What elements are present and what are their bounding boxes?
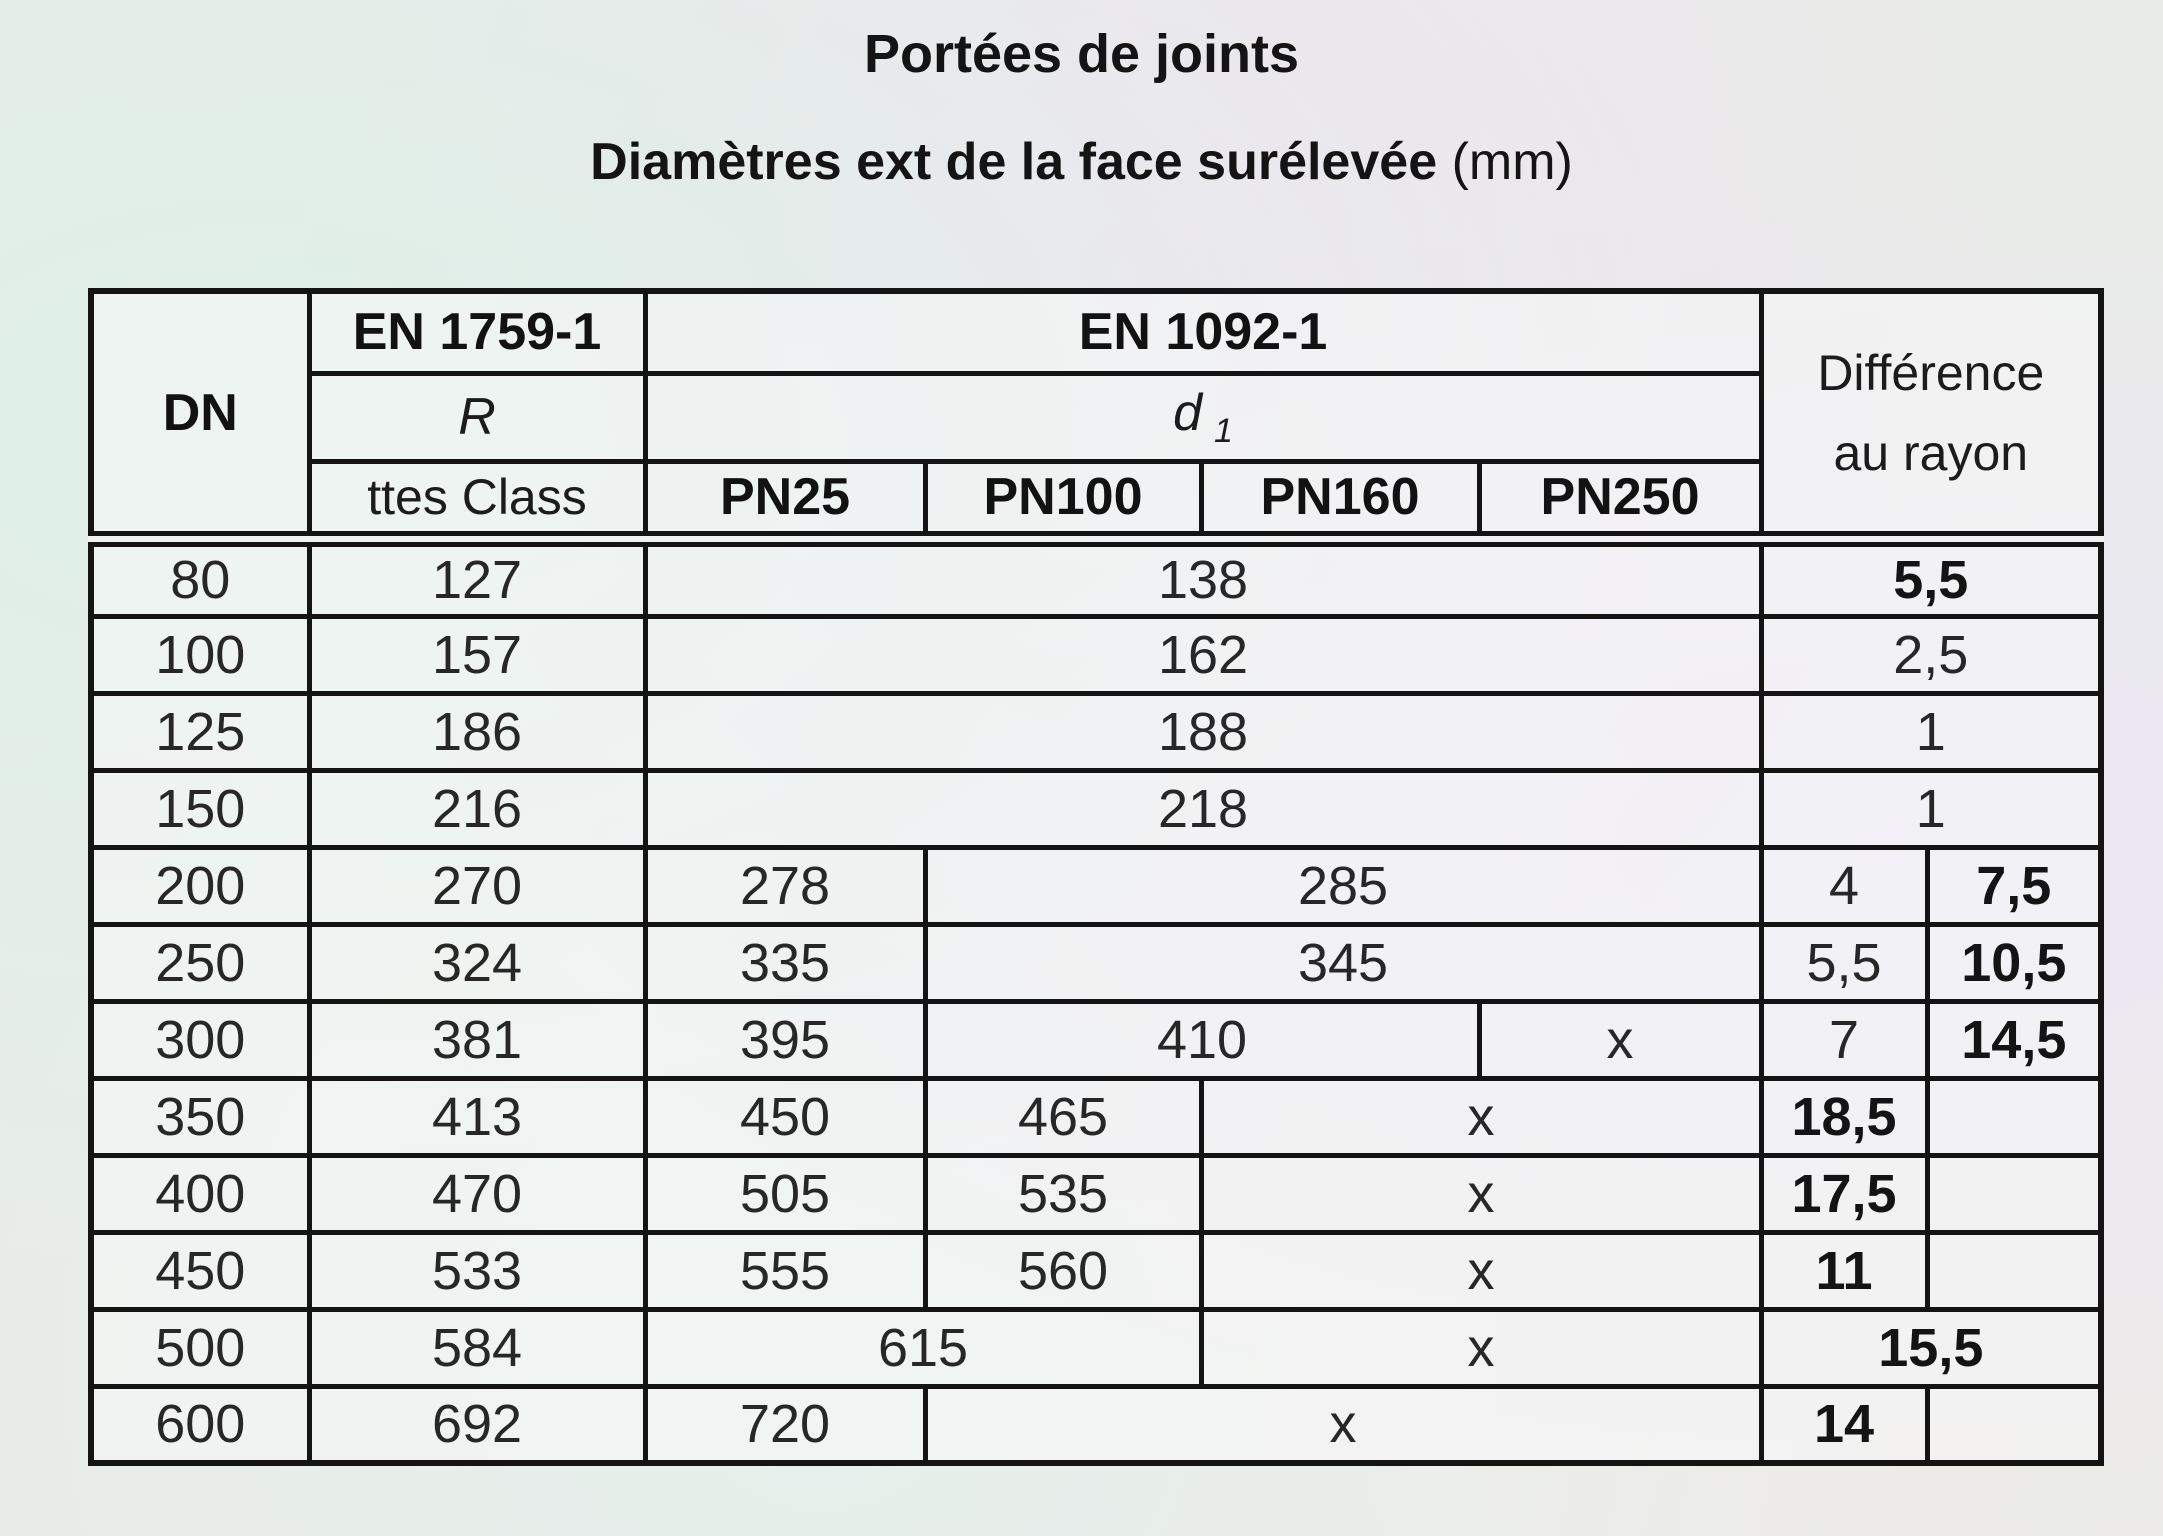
table-row bbox=[91, 924, 2101, 1001]
dn-cell: 600 bbox=[91, 1386, 309, 1463]
table-row bbox=[91, 693, 2101, 770]
d1-cell: x bbox=[1201, 1078, 1761, 1155]
table-row bbox=[91, 616, 2101, 693]
header-difference-line2: au rayon bbox=[1833, 424, 2029, 481]
diff-cell: 7,5 bbox=[1927, 847, 2101, 924]
d1-cell: x bbox=[1201, 1155, 1761, 1232]
diff-cell: 14 bbox=[1761, 1386, 1927, 1463]
r-cell: 127 bbox=[309, 539, 645, 616]
header-dn: DN bbox=[91, 291, 309, 539]
r-cell: 381 bbox=[309, 1001, 645, 1078]
diff-cell: 5,5 bbox=[1761, 924, 1927, 1001]
diff-cell: 11 bbox=[1761, 1232, 1927, 1309]
header-pn160: PN160 bbox=[1201, 461, 1479, 539]
table-row bbox=[91, 1232, 2101, 1309]
d1-cell: x bbox=[1201, 1232, 1761, 1309]
diff-cell: 4 bbox=[1761, 847, 1927, 924]
dn-cell: 100 bbox=[91, 616, 309, 693]
table-row bbox=[91, 1386, 2101, 1463]
empty-diff-cell bbox=[1927, 1386, 2101, 1463]
r-cell: 470 bbox=[309, 1155, 645, 1232]
d1-cell: 138 bbox=[645, 539, 1761, 616]
subtitle-unit: (mm) bbox=[1451, 133, 1573, 191]
diff-cell: 1 bbox=[1761, 770, 2101, 847]
empty-diff-cell bbox=[1927, 1232, 2101, 1309]
r-cell: 186 bbox=[309, 693, 645, 770]
d1-cell: 720 bbox=[645, 1386, 925, 1463]
gasket-dimensions-table bbox=[88, 288, 2104, 1466]
page-title: Portées de joints bbox=[863, 24, 1300, 84]
dn-cell: 400 bbox=[91, 1155, 309, 1232]
diff-cell: 15,5 bbox=[1761, 1309, 2101, 1386]
d1-cell: x bbox=[1201, 1309, 1761, 1386]
d1-cell: 465 bbox=[925, 1078, 1201, 1155]
header-en1759: EN 1759-1 bbox=[309, 291, 645, 373]
header-difference-line1: Différence bbox=[1817, 344, 2045, 401]
diff-cell: 2,5 bbox=[1761, 616, 2101, 693]
diff-cell: 17,5 bbox=[1761, 1155, 1927, 1232]
dn-cell: 80 bbox=[91, 539, 309, 616]
diff-cell: 7 bbox=[1761, 1001, 1927, 1078]
header-class: ttes Class bbox=[309, 461, 645, 539]
subtitle-text: Diamètres ext de la face surélevée bbox=[590, 133, 1438, 191]
d1-cell: 615 bbox=[645, 1309, 1201, 1386]
d-symbol: d bbox=[1173, 383, 1203, 442]
d1-cell: x bbox=[1479, 1001, 1761, 1078]
d1-cell: 410 bbox=[925, 1001, 1479, 1078]
dn-cell: 300 bbox=[91, 1001, 309, 1078]
header-pn250: PN250 bbox=[1479, 461, 1761, 539]
d1-cell: 450 bbox=[645, 1078, 925, 1155]
table-row bbox=[91, 770, 2101, 847]
d1-cell: 278 bbox=[645, 847, 925, 924]
table-body bbox=[91, 539, 2101, 1463]
diff-cell: 1 bbox=[1761, 693, 2101, 770]
table-row bbox=[91, 1309, 2101, 1386]
header-d1-symbol bbox=[645, 373, 1761, 461]
d1-cell: 162 bbox=[645, 616, 1761, 693]
d1-cell: 555 bbox=[645, 1232, 925, 1309]
header-pn25: PN25 bbox=[645, 461, 925, 539]
d1-cell: 285 bbox=[925, 847, 1761, 924]
dn-cell: 250 bbox=[91, 924, 309, 1001]
diff-cell: 18,5 bbox=[1761, 1078, 1927, 1155]
d1-cell: 218 bbox=[645, 770, 1761, 847]
r-cell: 584 bbox=[309, 1309, 645, 1386]
diff-cell: 10,5 bbox=[1927, 924, 2101, 1001]
dn-cell: 350 bbox=[91, 1078, 309, 1155]
table-row bbox=[91, 1001, 2101, 1078]
r-cell: 270 bbox=[309, 847, 645, 924]
header-r-symbol: R bbox=[309, 373, 645, 461]
table-row bbox=[91, 1078, 2101, 1155]
r-cell: 533 bbox=[309, 1232, 645, 1309]
r-cell: 413 bbox=[309, 1078, 645, 1155]
r-cell: 216 bbox=[309, 770, 645, 847]
d1-cell: 535 bbox=[925, 1155, 1201, 1232]
table-row bbox=[91, 847, 2101, 924]
dn-cell: 125 bbox=[91, 693, 309, 770]
r-cell: 692 bbox=[309, 1386, 645, 1463]
dn-cell: 150 bbox=[91, 770, 309, 847]
empty-diff-cell bbox=[1927, 1078, 2101, 1155]
header-en1092: EN 1092-1 bbox=[645, 291, 1761, 373]
d1-cell: 505 bbox=[645, 1155, 925, 1232]
r-cell: 324 bbox=[309, 924, 645, 1001]
d1-cell: 345 bbox=[925, 924, 1761, 1001]
d1-cell: 335 bbox=[645, 924, 925, 1001]
table-row bbox=[91, 539, 2101, 616]
page-subtitle bbox=[0, 126, 2163, 198]
empty-diff-cell bbox=[1927, 1155, 2101, 1232]
d-subscript: 1 bbox=[1214, 411, 1233, 450]
dn-cell: 450 bbox=[91, 1232, 309, 1309]
header-pn100: PN100 bbox=[925, 461, 1201, 539]
header-difference bbox=[1761, 291, 2101, 539]
d1-cell: 188 bbox=[645, 693, 1761, 770]
header-row-standards bbox=[91, 291, 2101, 373]
r-cell: 157 bbox=[309, 616, 645, 693]
table-row bbox=[91, 1155, 2101, 1232]
dn-cell: 500 bbox=[91, 1309, 309, 1386]
d1-cell: 395 bbox=[645, 1001, 925, 1078]
diff-cell: 5,5 bbox=[1761, 539, 2101, 616]
table-header bbox=[91, 291, 2101, 539]
d1-cell: x bbox=[925, 1386, 1761, 1463]
d1-cell: 560 bbox=[925, 1232, 1201, 1309]
dn-cell: 200 bbox=[91, 847, 309, 924]
diff-cell: 14,5 bbox=[1927, 1001, 2101, 1078]
